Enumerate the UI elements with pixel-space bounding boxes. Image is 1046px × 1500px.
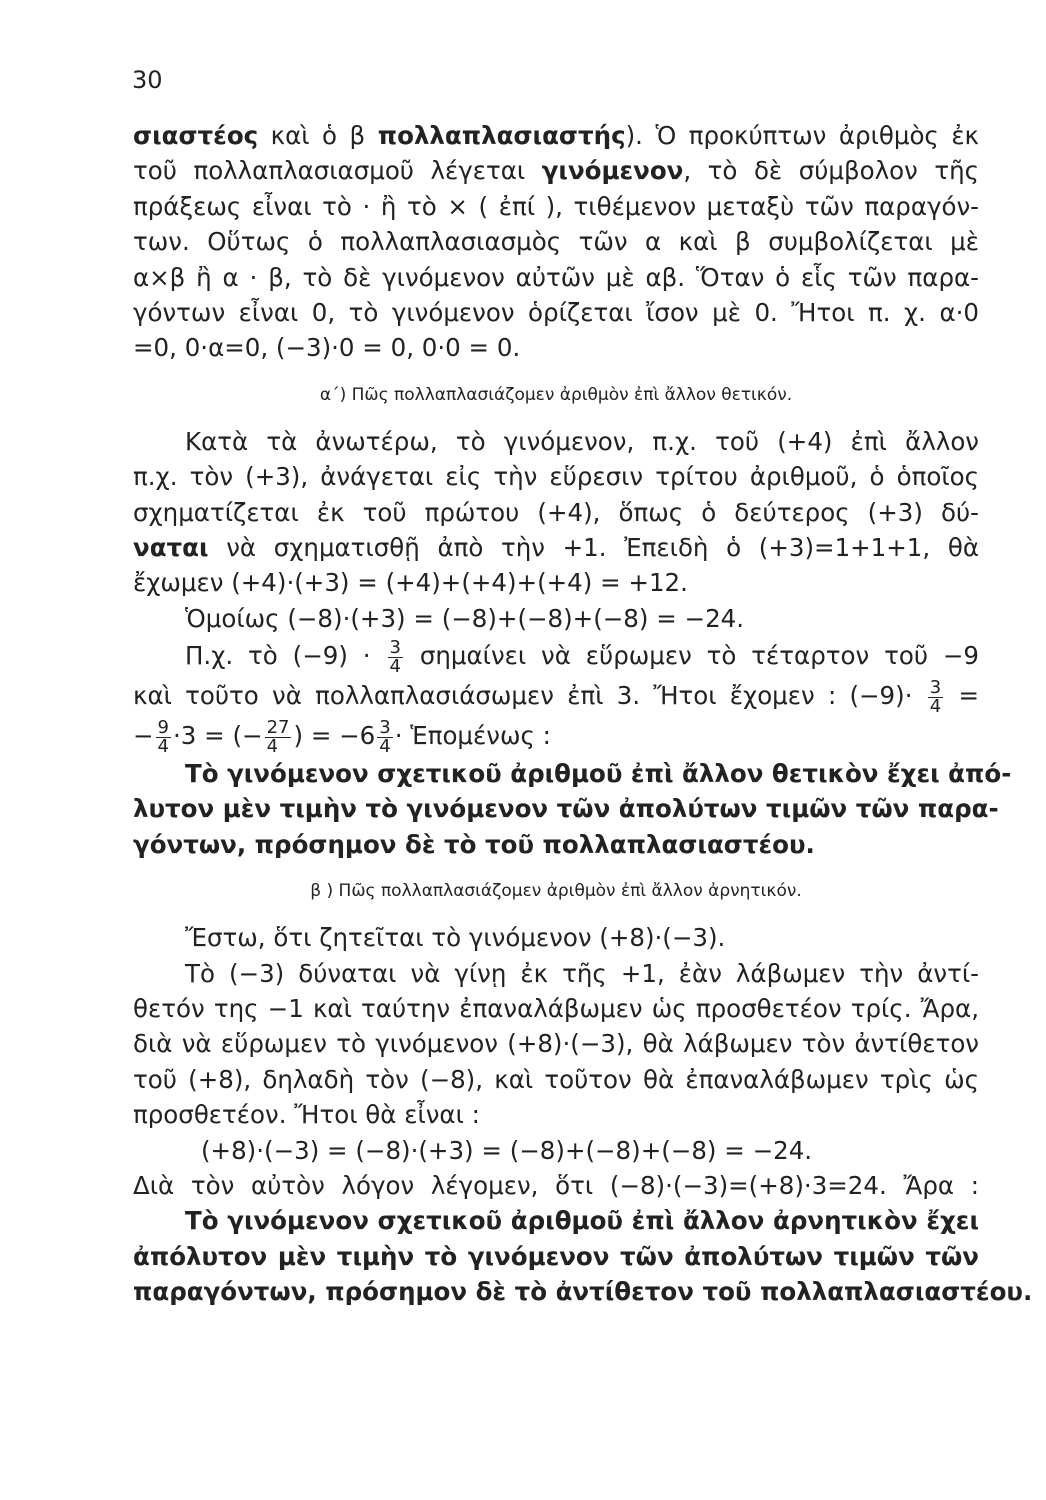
text-line: Κατὰ τὰ ἀνωτέρω, τὸ γινόμενον, π.χ. τοῦ (+4) ἐπὶ ἄλλον [185,426,979,456]
fraction: $\frac{9}{4}$ [157,716,169,757]
rule-line: ἀπόλυτον μὲν τιμὴν τὸ γινόμενον τῶν ἀπολύτων τιμῶν τῶν [133,1241,979,1271]
text-line: τοῦ πολλαπλασιασμοῦ λέγεται γινόμενον, τὸ δὲ σύμβολον τῆς [133,156,979,186]
text-line: π.χ. τὸν (+3), ἀνάγεται εἰς τὴν εὕρεσιν τρίτου ἀριθμοῦ, ὁ ὁποῖος [133,462,979,492]
paragraph-positive [133,424,979,636]
text-line: (+8)·(−3) = (−8)·(+3) = (−8)+(−8)+(−8) = −24. [201,1135,813,1165]
text-line: διὰ νὰ εὕρωμεν τὸ γινόμενον (+8)·(−3), θὰ λάβωμεν τὸν ἀντίθετον [133,1029,979,1059]
fraction-line-1: Π.χ. τὸ (−9) · $\frac{3}{4}$ σημαίνει νὰ εὕρωμεν τὸ τέταρτον τοῦ −9 [185,636,979,677]
text-line: σιαστέος καὶ ὁ β πολλαπλασιαστής). Ὁ προκύπτων ἀριθμὸς ἐκ [133,121,979,150]
text-line: τοῦ (+8), δηλαδὴ τὸν (−8), καὶ τοῦτον θὰ ἐπαναλάβωμεν τρὶς ὡς [133,1064,979,1094]
text-line: Ἔστω, ὅτι ζητεῖται τὸ γινόμενον (+8)·(−3). [185,923,726,953]
text-line: θετόν της −1 καὶ ταύτην ἐπαναλάβωμεν ὡς προσθετέον τρίς. Ἄρα, [133,994,979,1024]
rule-line: Τὸ γινόμενον σχετικοῦ ἀριθμοῦ ἐπὶ ἄλλον θετικὸν ἔχει ἀπό- [185,759,1012,789]
paragraph-definition [133,118,979,366]
text-line: Ὁμοίως (−8)·(+3) = (−8)+(−8)+(−8) = −24. [185,603,745,633]
text-line: ναται νὰ σχηματισθῇ ἀπὸ τὴν +1. Ἐπειδὴ ὁ (+3)=1+1+1, θὰ [133,532,979,562]
fraction-line-3: − $\frac{9}{4}$ ·3 = (− $\frac{27}{4}$ ) = −6 $\frac{3}{4}$ · Ἑπομένως : [133,716,551,757]
text-line: α×β ἢ α · β, τὸ δὲ γινόμενον αὐτῶν μὲ αβ. Ὅταν ὁ εἷς τῶν παρα- [133,262,979,292]
text-line: Τὸ (−3) δύναται νὰ γίνῃ ἐκ τῆς +1, ἐὰν λάβωμεν τὴν ἀντί- [185,958,979,988]
text-body [133,118,1033,1310]
fraction: $\frac{3}{4}$ [389,636,401,677]
text-line: γόντων εἶναι 0, τὸ γινόμενον ὁρίζεται ἴσον μὲ 0. Ἤτοι π. χ. α·0 [133,297,979,327]
text-line: Διὰ τὸν αὐτὸν λόγον λέγομεν, ὅτι (−8)·(−3)=(+8)·3=24. Ἄρα : [133,1170,979,1200]
text-line: προσθετέον. Ἤτοι θὰ εἶναι : [133,1100,480,1130]
page-number: 30 [132,66,163,94]
rule-line: γόντων, πρόσημον δὲ τὸ τοῦ πολλαπλασιαστέου. [133,829,815,859]
text-line: ἔχωμεν (+4)·(+3) = (+4)+(+4)+(+4) = +12. [133,568,688,598]
subheading-positive: α΄) Πῶς πολλαπλασιάζομεν ἀριθμὸν ἐπὶ ἄλλον θετικόν. [319,384,793,405]
rule-negative [133,1203,1033,1309]
rule-line: Τὸ γινόμενον σχετικοῦ ἀριθμοῦ ἐπὶ ἄλλον ἀρνητικὸν ἔχει [185,1206,979,1236]
rule-line: παραγόντων, πρόσημον δὲ τὸ ἀντίθετον τοῦ πολλαπλασιαστέου. [133,1277,1033,1307]
fraction: $\frac{3}{4}$ [929,676,942,717]
fraction-line-2: καὶ τοῦτο νὰ πολλαπλασιάσωμεν ἐπὶ 3. Ἤτοι ἔχομεν : (−9)· $\frac{3}{4}$ = [133,676,979,717]
text-line: πράξεως εἶναι τὸ · ἢ τὸ × ( ἐπί ), τιθέμενον μεταξὺ τῶν παραγόν- [133,191,979,221]
paragraph-negative [133,920,979,1203]
rule-line: λυτον μὲν τιμὴν τὸ γινόμενον τῶν ἀπολύτων τιμῶν τῶν παρα- [133,794,999,824]
subheading-negative: β ) Πῶς πολλαπλασιάζομεν ἀριθμὸν ἐπὶ ἄλλον ἀρνητικόν. [310,881,802,902]
text-line: =0, 0·α=0, (−3)·0 = 0, 0·0 = 0. [133,333,521,363]
text-line: των. Οὕτως ὁ πολλαπλασιασμὸς τῶν α καὶ β συμβολίζεται μὲ [133,227,979,257]
rule-positive [133,756,1012,862]
fraction: $\frac{3}{4}$ [379,716,391,757]
fraction: $\frac{27}{4}$ [266,716,290,757]
text-line: σχηματίζεται ἐκ τοῦ πρώτου (+4), ὅπως ὁ δεύτερος (+3) δύ- [133,497,979,527]
